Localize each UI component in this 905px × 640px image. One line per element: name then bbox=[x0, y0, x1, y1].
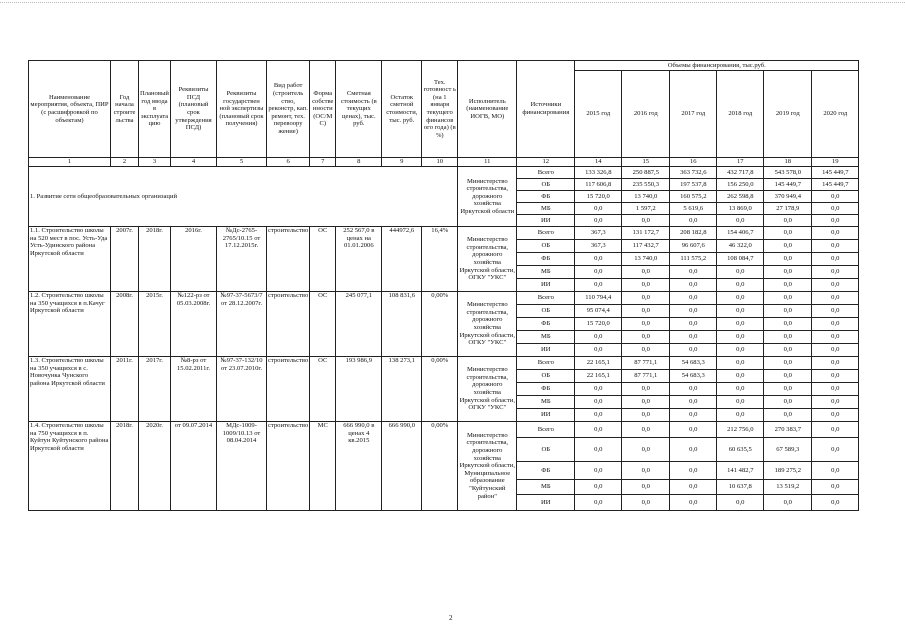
funding-value: 0,0 bbox=[812, 383, 859, 396]
funding-value: 145 449,7 bbox=[764, 179, 812, 191]
funding-source: МБ bbox=[517, 266, 575, 279]
work-type: строительство bbox=[267, 422, 310, 511]
funding-value: 0,0 bbox=[622, 331, 670, 344]
funding-source: Всего bbox=[517, 227, 575, 240]
funding-value: 0,0 bbox=[717, 318, 764, 331]
funding-value: 87 771,1 bbox=[622, 357, 670, 370]
funding-value: 67 589,3 bbox=[764, 438, 812, 462]
funding-value: 0,0 bbox=[575, 253, 622, 266]
column-index-cell: 17 bbox=[717, 158, 764, 167]
funding-value: 0,0 bbox=[670, 396, 717, 409]
funding-value: 0,0 bbox=[812, 292, 859, 305]
funding-source: ИИ bbox=[517, 409, 575, 422]
executor: Министерство строительства, дорожного хозяйства Иркутской области, ОГКУ "УКС" bbox=[458, 227, 517, 292]
funding-source: ФБ bbox=[517, 191, 575, 203]
funding-value: 208 182,8 bbox=[670, 227, 717, 240]
funding-value: 0,0 bbox=[575, 203, 622, 215]
funding-source: Всего bbox=[517, 422, 575, 438]
funding-value: 0,0 bbox=[670, 292, 717, 305]
funding-value: 0,0 bbox=[622, 438, 670, 462]
funding-value: 0,0 bbox=[717, 383, 764, 396]
funding-value: 110 794,4 bbox=[575, 292, 622, 305]
funding-value: 0,0 bbox=[670, 480, 717, 495]
executor: Министерство строительства, дорожного хозяйства Иркутской области, ОГКУ "УКС" bbox=[458, 292, 517, 357]
funding-value: 141 482,7 bbox=[717, 462, 764, 480]
object-name: 1.2. Строительство школы на 350 учащихся в п.Качуг Иркутской области bbox=[29, 292, 111, 357]
funding-value: 370 949,4 bbox=[764, 191, 812, 203]
funding-value: 0,0 bbox=[670, 215, 717, 227]
column-index-cell: 18 bbox=[764, 158, 812, 167]
funding-value: 0,0 bbox=[812, 318, 859, 331]
funding-value: 0,0 bbox=[764, 215, 812, 227]
expertise-details: №97-37-132/10 от 23.07.2010г. bbox=[217, 357, 267, 422]
funding-value: 0,0 bbox=[812, 422, 859, 438]
funding-value: 46 322,0 bbox=[717, 240, 764, 253]
header-cost: Сметная стоимость (в текущих ценах), тыс. руб. bbox=[336, 61, 382, 158]
table-row bbox=[29, 167, 859, 179]
funding-value: 0,0 bbox=[622, 305, 670, 318]
funding-value: 0,0 bbox=[717, 305, 764, 318]
funding-source: ОБ bbox=[517, 370, 575, 383]
funding-value: 0,0 bbox=[622, 292, 670, 305]
funding-value: 0,0 bbox=[670, 438, 717, 462]
funding-value: 0,0 bbox=[717, 215, 764, 227]
funding-value: 0,0 bbox=[575, 396, 622, 409]
funding-value: 0,0 bbox=[764, 383, 812, 396]
funding-value: 0,0 bbox=[764, 331, 812, 344]
estimated-cost: 666 990,0 в ценах 4 кв.2015 bbox=[336, 422, 382, 511]
funding-value: 0,0 bbox=[812, 253, 859, 266]
funding-value: 0,0 bbox=[812, 331, 859, 344]
work-type: строительство bbox=[267, 292, 310, 357]
funding-value: 156 250,0 bbox=[717, 179, 764, 191]
column-index-cell: 19 bbox=[812, 158, 859, 167]
remaining-cost: 444972,6 bbox=[382, 227, 422, 292]
funding-source: МБ bbox=[517, 396, 575, 409]
funding-value: 250 887,5 bbox=[622, 167, 670, 179]
funding-value: 0,0 bbox=[575, 279, 622, 292]
funding-value: 0,0 bbox=[812, 305, 859, 318]
object-name: 1.1. Строительство школы на 520 мест в пос. Усть-Уда Усть-Удинского района Иркутской области bbox=[29, 227, 111, 292]
funding-value: 0,0 bbox=[717, 331, 764, 344]
funding-value: 0,0 bbox=[812, 266, 859, 279]
work-type: строительство bbox=[267, 357, 310, 422]
header-start-year: Год начала строите льства bbox=[111, 61, 139, 158]
funding-source: МБ bbox=[517, 331, 575, 344]
header-year-0: 2015 год bbox=[575, 71, 622, 158]
remaining-cost: 666 990,0 bbox=[382, 422, 422, 511]
header-year-1: 2016 год bbox=[622, 71, 670, 158]
funding-value: 270 383,7 bbox=[764, 422, 812, 438]
funding-value: 0,0 bbox=[812, 344, 859, 357]
column-index-cell: 6 bbox=[267, 158, 310, 167]
header-volumes: Объемы финансирования, тыс.руб. bbox=[575, 61, 859, 71]
funding-value: 15 720,0 bbox=[575, 318, 622, 331]
funding-value: 0,0 bbox=[764, 409, 812, 422]
funding-value: 235 550,3 bbox=[622, 179, 670, 191]
funding-source: ФБ bbox=[517, 318, 575, 331]
header-year-5: 2020 год bbox=[812, 71, 859, 158]
funding-value: 0,0 bbox=[812, 409, 859, 422]
column-index-cell: 9 bbox=[382, 158, 422, 167]
funding-value: 0,0 bbox=[717, 357, 764, 370]
plan-year: 2020г. bbox=[139, 422, 171, 511]
funding-value: 111 575,2 bbox=[670, 253, 717, 266]
funding-value: 262 598,8 bbox=[717, 191, 764, 203]
funding-value: 0,0 bbox=[717, 495, 764, 511]
funding-value: 0,0 bbox=[764, 305, 812, 318]
readiness: 16,4% bbox=[422, 227, 458, 292]
funding-source: Всего bbox=[517, 357, 575, 370]
funding-value: 0,0 bbox=[670, 318, 717, 331]
funding-value: 0,0 bbox=[812, 438, 859, 462]
header-expertise: Реквизиты государствен ной экспертизы (плановый срок получения) bbox=[217, 61, 267, 158]
funding-value: 0,0 bbox=[764, 344, 812, 357]
funding-value: 0,0 bbox=[717, 344, 764, 357]
expertise-details: №97-37-5673/7 от 28.12.2007г. bbox=[217, 292, 267, 357]
funding-value: 363 732,6 bbox=[670, 167, 717, 179]
funding-value: 145 449,7 bbox=[812, 167, 859, 179]
column-index-cell: 12 bbox=[517, 158, 575, 167]
column-index-cell: 7 bbox=[310, 158, 336, 167]
funding-value: 0,0 bbox=[764, 227, 812, 240]
column-index-cell: 11 bbox=[458, 158, 517, 167]
funding-value: 0,0 bbox=[812, 396, 859, 409]
funding-value: 0,0 bbox=[764, 357, 812, 370]
funding-value: 0,0 bbox=[764, 292, 812, 305]
table-row bbox=[29, 357, 859, 370]
funding-value: 0,0 bbox=[575, 480, 622, 495]
funding-source: Всего bbox=[517, 292, 575, 305]
funding-value: 131 172,7 bbox=[622, 227, 670, 240]
funding-value: 0,0 bbox=[670, 383, 717, 396]
header-remaining: Остаток сметной стоимости, тыс. руб. bbox=[382, 61, 422, 158]
column-index-cell: 2 bbox=[111, 158, 139, 167]
funding-value: 0,0 bbox=[575, 215, 622, 227]
funding-value: 27 178,9 bbox=[764, 203, 812, 215]
funding-value: 212 756,0 bbox=[717, 422, 764, 438]
funding-value: 13 519,2 bbox=[764, 480, 812, 495]
funding-value: 0,0 bbox=[575, 422, 622, 438]
header-ownership: Форма собстве нности (ОС/М С) bbox=[310, 61, 336, 158]
funding-source: МБ bbox=[517, 480, 575, 495]
psd-details: 2016г. bbox=[171, 227, 217, 292]
funding-value: 0,0 bbox=[717, 370, 764, 383]
column-index-cell: 3 bbox=[139, 158, 171, 167]
funding-value: 0,0 bbox=[670, 409, 717, 422]
funding-value: 22 165,1 bbox=[575, 357, 622, 370]
funding-source: ФБ bbox=[517, 253, 575, 266]
remaining-cost: 138 273,1 bbox=[382, 357, 422, 422]
funding-value: 10 637,8 bbox=[717, 480, 764, 495]
start-year: 2011г. bbox=[111, 357, 139, 422]
funding-value: 0,0 bbox=[670, 279, 717, 292]
funding-value: 0,0 bbox=[622, 495, 670, 511]
work-type: строительство bbox=[267, 227, 310, 292]
funding-value: 0,0 bbox=[670, 462, 717, 480]
funding-value: 0,0 bbox=[717, 396, 764, 409]
funding-value: 0,0 bbox=[764, 495, 812, 511]
funding-value: 0,0 bbox=[575, 438, 622, 462]
estimated-cost: 193 986,9 bbox=[336, 357, 382, 422]
funding-value: 0,0 bbox=[812, 240, 859, 253]
funding-value: 543 578,0 bbox=[764, 167, 812, 179]
column-index-cell: 16 bbox=[670, 158, 717, 167]
executor: Министерство строительства, дорожного хозяйства Иркутской области, Муниципальное образование "Куйтунский район" bbox=[458, 422, 517, 511]
funding-value: 0,0 bbox=[622, 396, 670, 409]
header-source: Источники финансирования bbox=[517, 61, 575, 158]
funding-value: 0,0 bbox=[622, 344, 670, 357]
funding-value: 0,0 bbox=[764, 279, 812, 292]
funding-value: 0,0 bbox=[812, 191, 859, 203]
funding-value: 0,0 bbox=[575, 409, 622, 422]
funding-value: 1 597,2 bbox=[622, 203, 670, 215]
funding-value: 0,0 bbox=[717, 266, 764, 279]
funding-value: 0,0 bbox=[812, 357, 859, 370]
funding-source: ФБ bbox=[517, 462, 575, 480]
column-index-cell: 4 bbox=[171, 158, 217, 167]
funding-value: 60 635,5 bbox=[717, 438, 764, 462]
funding-value: 0,0 bbox=[670, 266, 717, 279]
funding-value: 54 683,3 bbox=[670, 357, 717, 370]
header-executor: Исполнитель (наименование ИОГВ, МО) bbox=[458, 61, 517, 158]
funding-value: 13 740,0 bbox=[622, 253, 670, 266]
expertise-details: №Дс-2765-2765/10.15 от 17.12.2015г. bbox=[217, 227, 267, 292]
funding-value: 0,0 bbox=[812, 462, 859, 480]
funding-value: 0,0 bbox=[717, 279, 764, 292]
header-readiness: Тех. готовност ь (на 1 января текущего финансов ого года) (в %) bbox=[422, 61, 458, 158]
funding-value: 160 575,2 bbox=[670, 191, 717, 203]
funding-value: 95 074,4 bbox=[575, 305, 622, 318]
funding-value: 0,0 bbox=[622, 462, 670, 480]
funding-value: 13 740,0 bbox=[622, 191, 670, 203]
funding-value: 0,0 bbox=[812, 495, 859, 511]
readiness: 0,00% bbox=[422, 292, 458, 357]
ownership: ОС bbox=[310, 357, 336, 422]
funding-value: 54 683,3 bbox=[670, 370, 717, 383]
column-index-cell: 10 bbox=[422, 158, 458, 167]
funding-value: 0,0 bbox=[812, 227, 859, 240]
object-name: 1.4. Строительство школы на 750 учащихся в п. Куйтун Куйтунского района Иркутской области bbox=[29, 422, 111, 511]
funding-value: 87 771,1 bbox=[622, 370, 670, 383]
funding-value: 0,0 bbox=[812, 203, 859, 215]
funding-source: ИИ bbox=[517, 344, 575, 357]
ownership: ОС bbox=[310, 227, 336, 292]
funding-value: 5 619,6 bbox=[670, 203, 717, 215]
funding-value: 0,0 bbox=[575, 495, 622, 511]
funding-value: 96 607,6 bbox=[670, 240, 717, 253]
funding-value: 0,0 bbox=[622, 215, 670, 227]
funding-value: 0,0 bbox=[622, 422, 670, 438]
readiness: 0,00% bbox=[422, 357, 458, 422]
scan-header-line bbox=[0, 2, 905, 6]
funding-source: ИИ bbox=[517, 495, 575, 511]
header-plan-year: Плановый год ввода в эксплуата цию bbox=[139, 61, 171, 158]
funding-value: 0,0 bbox=[764, 266, 812, 279]
funding-value: 0,0 bbox=[812, 279, 859, 292]
funding-value: 0,0 bbox=[622, 266, 670, 279]
funding-value: 0,0 bbox=[812, 370, 859, 383]
funding-value: 0,0 bbox=[812, 480, 859, 495]
funding-source: ОБ bbox=[517, 438, 575, 462]
funding-value: 133 326,8 bbox=[575, 167, 622, 179]
funding-value: 0,0 bbox=[670, 344, 717, 357]
funding-value: 189 275,2 bbox=[764, 462, 812, 480]
funding-value: 0,0 bbox=[575, 266, 622, 279]
column-index-cell: 8 bbox=[336, 158, 382, 167]
funding-source: ФБ bbox=[517, 383, 575, 396]
plan-year: 2018г. bbox=[139, 227, 171, 292]
funding-value: 0,0 bbox=[670, 495, 717, 511]
funding-source: ИИ bbox=[517, 215, 575, 227]
funding-value: 0,0 bbox=[622, 318, 670, 331]
funding-value: 0,0 bbox=[575, 383, 622, 396]
funding-value: 108 084,7 bbox=[717, 253, 764, 266]
funding-value: 0,0 bbox=[575, 462, 622, 480]
start-year: 2008г. bbox=[111, 292, 139, 357]
funding-value: 0,0 bbox=[764, 240, 812, 253]
page-number: 2 bbox=[449, 614, 453, 622]
funding-source: ОБ bbox=[517, 240, 575, 253]
plan-year: 2015г. bbox=[139, 292, 171, 357]
table-row bbox=[29, 422, 859, 438]
table-row bbox=[29, 227, 859, 240]
funding-value: 0,0 bbox=[812, 215, 859, 227]
column-index-cell: 1 bbox=[29, 158, 111, 167]
funding-value: 0,0 bbox=[670, 331, 717, 344]
funding-value: 22 165,1 bbox=[575, 370, 622, 383]
funding-value: 0,0 bbox=[622, 383, 670, 396]
executor: Министерство строительства, дорожного хозяйства Иркутской области bbox=[458, 167, 517, 227]
funding-value: 0,0 bbox=[670, 422, 717, 438]
remaining-cost: 108 831,6 bbox=[382, 292, 422, 357]
header-name: Наименование мероприятия, объекта, ПИР (с расшифровкой по объектам) bbox=[29, 61, 111, 158]
ownership: ОС bbox=[310, 292, 336, 357]
section-title: 1. Развитие сети общеобразовательных организаций bbox=[29, 167, 458, 227]
ownership: МС bbox=[310, 422, 336, 511]
funding-value: 0,0 bbox=[575, 331, 622, 344]
psd-details: №8-рз от 15.02.2011г. bbox=[171, 357, 217, 422]
psd-details: от 09.07.2014 bbox=[171, 422, 217, 511]
funding-value: 0,0 bbox=[717, 409, 764, 422]
header-year-3: 2018 год bbox=[717, 71, 764, 158]
funding-value: 197 537,8 bbox=[670, 179, 717, 191]
funding-value: 117 432,7 bbox=[622, 240, 670, 253]
column-index-cell: 15 bbox=[622, 158, 670, 167]
funding-source: ОБ bbox=[517, 305, 575, 318]
funding-value: 0,0 bbox=[575, 344, 622, 357]
readiness: 0,00% bbox=[422, 422, 458, 511]
funding-source: ИИ bbox=[517, 279, 575, 292]
funding-value: 154 406,7 bbox=[717, 227, 764, 240]
funding-source: Всего bbox=[517, 167, 575, 179]
header-year-2: 2017 год bbox=[670, 71, 717, 158]
funding-value: 432 717,8 bbox=[717, 167, 764, 179]
funding-value: 145 449,7 bbox=[812, 179, 859, 191]
expertise-details: МДс-1009-1009/10.13 от 08.04.2014 bbox=[217, 422, 267, 511]
start-year: 2018г. bbox=[111, 422, 139, 511]
header-psd: Реквизиты ПСД (плановый срок утверждения ПСД) bbox=[171, 61, 217, 158]
estimated-cost: 252 567,0 в ценах на 01.01.2006 bbox=[336, 227, 382, 292]
estimated-cost: 245 077,1 bbox=[336, 292, 382, 357]
funding-value: 367,3 bbox=[575, 227, 622, 240]
funding-value: 0,0 bbox=[670, 305, 717, 318]
header-work-type: Вид работ (строитель ство, реконстр, кап. ремонт, тех. перевоору жение) bbox=[267, 61, 310, 158]
column-index-cell: 5 bbox=[217, 158, 267, 167]
funding-value: 117 606,8 bbox=[575, 179, 622, 191]
funding-value: 0,0 bbox=[717, 292, 764, 305]
column-index-cell: 14 bbox=[575, 158, 622, 167]
financing-table bbox=[28, 60, 859, 511]
header-year-4: 2019 год bbox=[764, 71, 812, 158]
funding-value: 0,0 bbox=[622, 409, 670, 422]
funding-source: ОБ bbox=[517, 179, 575, 191]
start-year: 2007г. bbox=[111, 227, 139, 292]
funding-value: 0,0 bbox=[764, 253, 812, 266]
psd-details: №122-рз от 05.03.2008г. bbox=[171, 292, 217, 357]
funding-source: МБ bbox=[517, 203, 575, 215]
funding-value: 13 869,0 bbox=[717, 203, 764, 215]
funding-value: 15 720,0 bbox=[575, 191, 622, 203]
funding-value: 367,3 bbox=[575, 240, 622, 253]
object-name: 1.3. Строительство школы на 350 учащихся в с. Новочунка Чунского района Иркутской области bbox=[29, 357, 111, 422]
funding-value: 0,0 bbox=[764, 370, 812, 383]
funding-value: 0,0 bbox=[622, 279, 670, 292]
funding-value: 0,0 bbox=[764, 396, 812, 409]
table-row bbox=[29, 292, 859, 305]
plan-year: 2017г. bbox=[139, 357, 171, 422]
executor: Министерство строительства, дорожного хозяйства Иркутской области, ОГКУ "УКС" bbox=[458, 357, 517, 422]
funding-value: 0,0 bbox=[622, 480, 670, 495]
funding-value: 0,0 bbox=[764, 318, 812, 331]
